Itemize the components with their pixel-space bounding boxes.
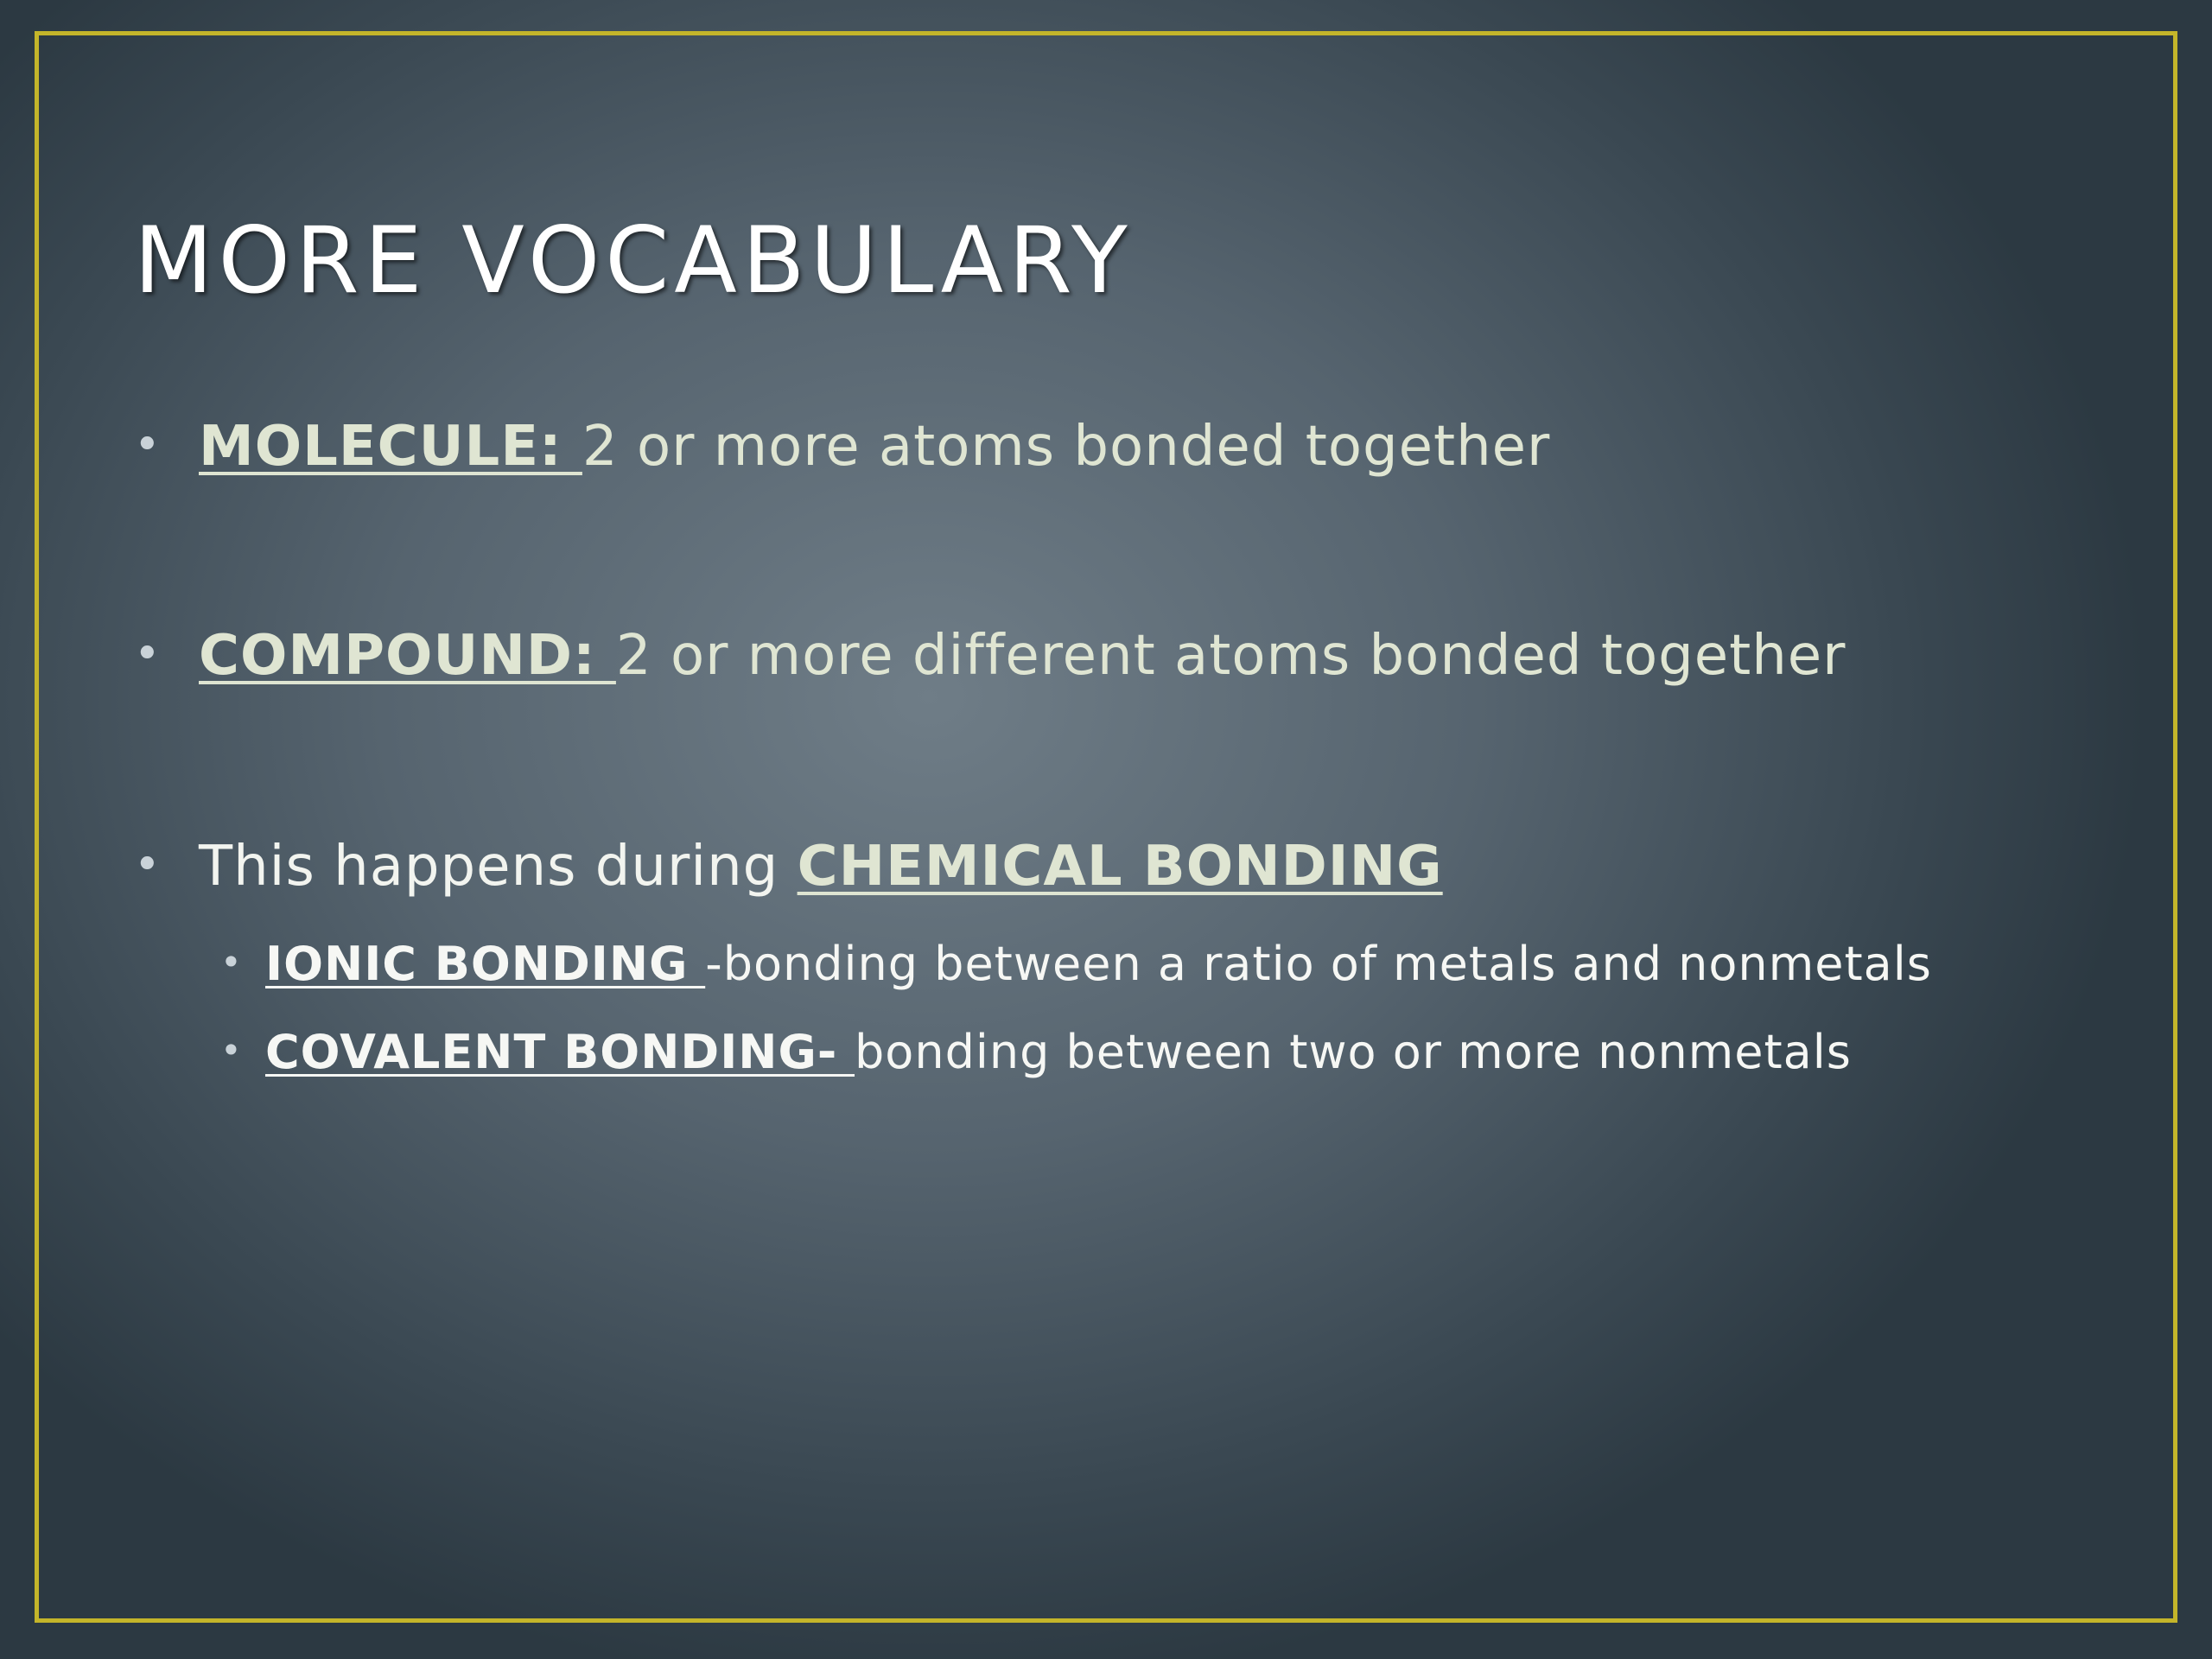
term-compound: COMPOUND: [199, 624, 616, 688]
sub-bullet-covalent-bonding [220, 1025, 1852, 1079]
bullet-dot-icon: • [134, 419, 162, 471]
term-covalent-bonding: COVALENT BONDING- [265, 1025, 855, 1079]
bullet-molecule [134, 415, 1550, 479]
sub-bullet-dot-icon: • [220, 941, 243, 983]
term-chemical-bonding: CHEMICAL BONDING [797, 835, 1443, 899]
bullet-dot-icon: • [134, 839, 162, 891]
bullet-compound [134, 624, 1846, 688]
sub-bullet-ionic-bonding [220, 937, 1932, 991]
bullet-chemical-bonding-lead: This happens during [199, 835, 798, 899]
definition-ionic-bonding: -bonding between a ratio of metals and nonmetals [705, 937, 1932, 991]
definition-molecule: 2 or more atoms bonded together [582, 415, 1551, 479]
definition-covalent-bonding: bonding between two or more nonmetals [855, 1025, 1852, 1079]
bullet-dot-icon: • [134, 628, 162, 680]
bullet-chemical-bonding [134, 835, 1443, 899]
term-molecule: MOLECULE: [199, 415, 582, 479]
slide-title: MORE VOCABULARY [134, 207, 1133, 314]
term-ionic-bonding: IONIC BONDING [265, 937, 706, 991]
definition-compound: 2 or more different atoms bonded together [615, 624, 1847, 688]
sub-bullet-dot-icon: • [220, 1029, 243, 1071]
